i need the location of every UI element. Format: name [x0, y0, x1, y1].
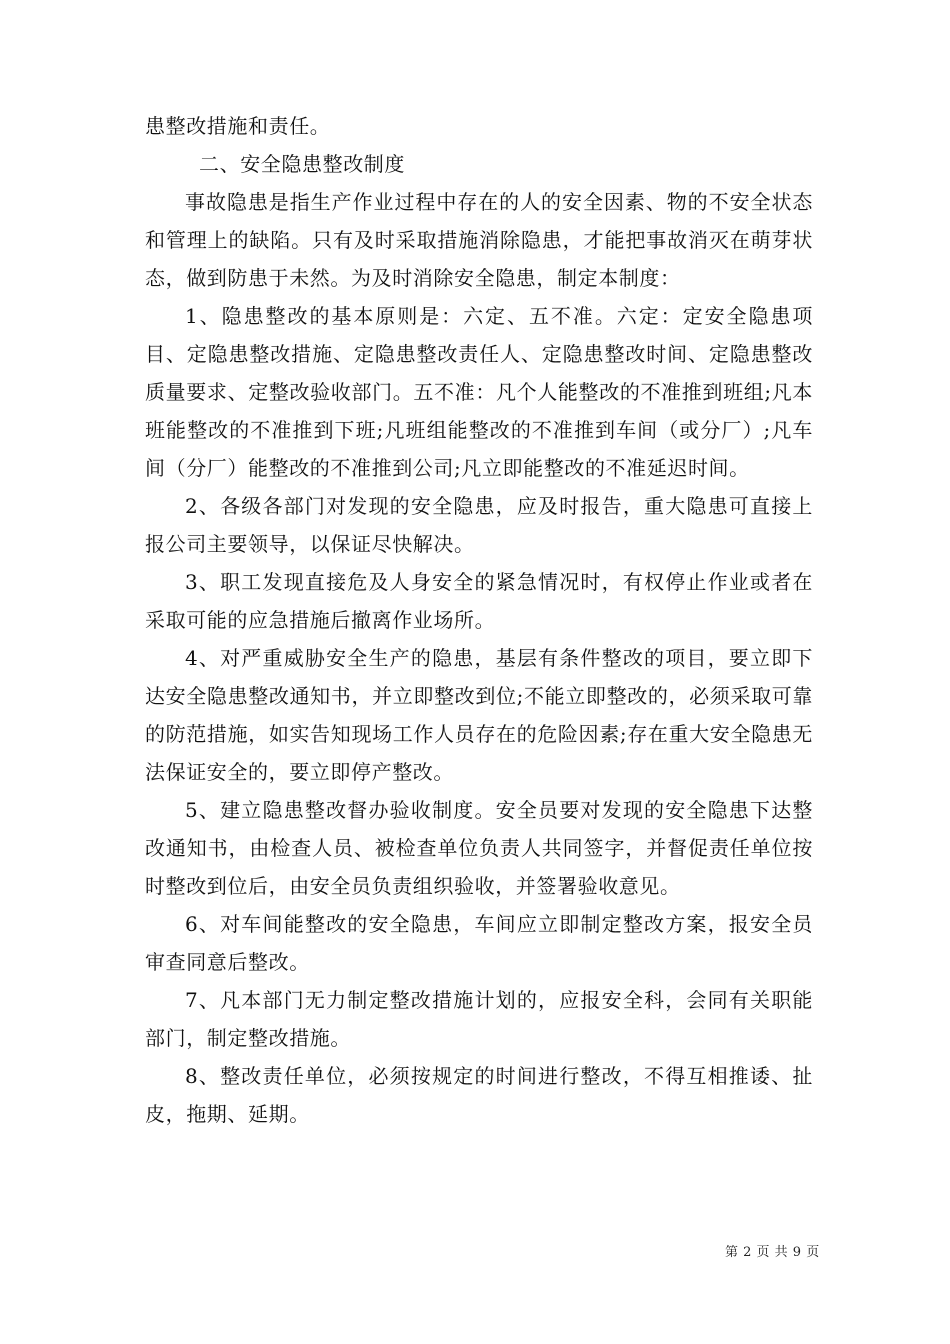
- paragraph-item-1: 1、隐患整改的基本原则是：六定、五不准。六定：定安全隐患项目、定隐患整改措施、定隐患整改责任人、定隐患整改时间、定隐患整改质量要求、定整改验收部门。五不准：凡个人能整改的不准推到班组;凡本班能整改的不准推到下班;凡班组能整改的不准推到车间（或分厂）;凡车间（分厂）能整改的不准推到公司;凡立即能整改的不准延迟时间。: [145, 304, 813, 480]
- document-body: [145, 107, 813, 1133]
- paragraph-item-7: 7、凡本部门无力制定整改措施计划的，应报安全科，会同有关职能部门，制定整改措施。: [145, 988, 813, 1050]
- page-number: 第 2 页 共 9 页: [725, 1245, 820, 1260]
- paragraph-intro: 事故隐患是指生产作业过程中存在的人的安全因素、物的不安全状态和管理上的缺陷。只有及时采取措施消除隐患，才能把事故消灭在萌芽状态，做到防患于未然。为及时消除安全隐患，制定本制度：: [145, 190, 813, 290]
- paragraph-item-6: 6、对车间能整改的安全隐患，车间应立即制定整改方案，报安全员审查同意后整改。: [145, 912, 813, 974]
- paragraph-item-3: 3、职工发现直接危及人身安全的紧急情况时，有权停止作业或者在采取可能的应急措施后撤离作业场所。: [145, 570, 813, 632]
- paragraph-item-2: 2、各级各部门对发现的安全隐患，应及时报告，重大隐患可直接上报公司主要领导，以保证尽快解决。: [145, 494, 813, 556]
- paragraph-item-5: 5、建立隐患整改督办验收制度。安全员要对发现的安全隐患下达整改通知书，由检查人员、被检查单位负责人共同签字，并督促责任单位按时整改到位后，由安全员负责组织验收，并签署验收意见。: [145, 798, 813, 898]
- paragraph-continuation: 患整改措施和责任。: [145, 114, 331, 138]
- paragraph-item-4: 4、对严重威胁安全生产的隐患，基层有条件整改的项目，要立即下达安全隐患整改通知书，并立即整改到位;不能立即整改的，必须采取可靠的防范措施，如实告知现场工作人员存在的危险因素;存在重大安全隐患无法保证安全的，要立即停产整改。: [145, 646, 813, 784]
- section-heading: 二、安全隐患整改制度: [199, 152, 405, 176]
- paragraph-item-8: 8、整改责任单位，必须按规定的时间进行整改，不得互相推诿、扯皮，拖期、延期。: [145, 1064, 813, 1126]
